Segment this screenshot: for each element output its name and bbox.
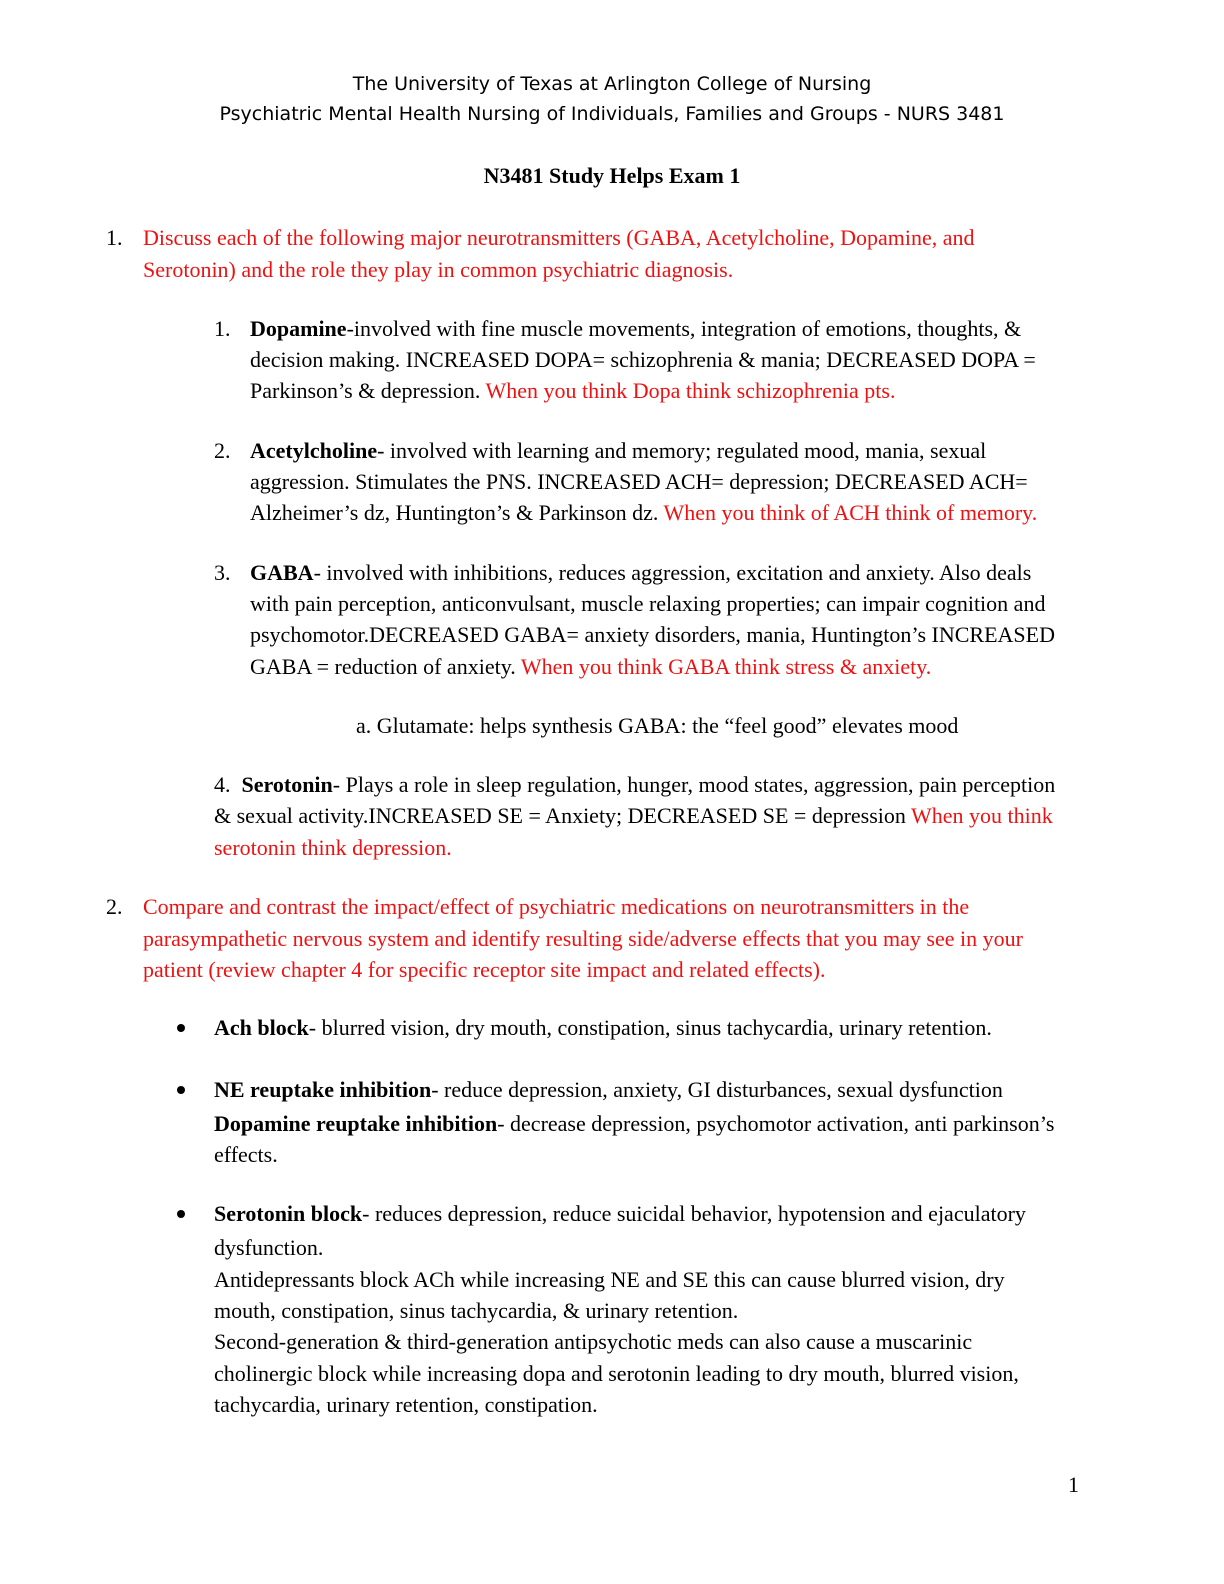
item-number: 4. <box>214 772 231 797</box>
mnemonic-note: When you think GABA think stress & anxiety. <box>520 654 932 679</box>
mnemonic-note: When you think Dopa think schizophrenia pts. <box>485 378 896 403</box>
dopamine-reuptake-line <box>214 1111 1054 1137</box>
serotonin-line2 <box>214 803 1053 829</box>
paragraph-line: cholinergic block while increasing dopa and serotonin leading to dry mouth, blurred vision, <box>214 1361 1019 1386</box>
paragraph-line: mouth, constipation, sinus tachycardia, & urinary retention. <box>214 1298 739 1323</box>
glutamate-subitem: a. Glutamate: helps synthesis GABA: the “feel good” elevates mood <box>356 713 959 738</box>
item-number: 2. <box>214 438 231 463</box>
q2-text-line3: patient (review chapter 4 for specific receptor site impact and related effects). <box>143 957 826 982</box>
gaba-line2: with pain perception, anticonvulsant, muscle relaxing properties; can impair cognition and <box>250 591 1046 616</box>
q1-text-line2: Serotonin) and the role they play in common psychiatric diagnosis. <box>143 257 734 282</box>
page-title: N3481 Study Helps Exam 1 <box>483 163 741 188</box>
term: Ach block <box>214 1015 309 1040</box>
text: - reduce depression, anxiety, GI disturbances, sexual dysfunction <box>431 1077 1003 1102</box>
q1-number: 1. <box>106 225 123 250</box>
text: GABA = reduction of anxiety. <box>250 654 521 679</box>
text: - reduces depression, reduce suicidal behavior, hypotension and ejaculatory <box>362 1201 1026 1226</box>
paragraph-line: tachycardia, urinary retention, constipation. <box>214 1392 598 1417</box>
header-course: Psychiatric Mental Health Nursing of Individuals, Families and Groups - NURS 3481 <box>219 103 1005 125</box>
bullet-icon <box>177 1086 185 1094</box>
text: Alzheimer’s dz, Huntington’s & Parkinson dz. <box>250 500 664 525</box>
term: Dopamine <box>250 316 347 341</box>
text: - Plays a role in sleep regulation, hunger, mood states, aggression, pain perception <box>332 772 1056 797</box>
term: GABA <box>250 560 314 585</box>
ne-reuptake-line <box>214 1077 1003 1103</box>
acetylcholine-line2: aggression. Stimulates the PNS. INCREASED ACH= depression; DECREASED ACH= <box>250 469 1028 494</box>
text: - involved with inhibitions, reduces aggression, excitation and anxiety. Also deals <box>313 560 1032 585</box>
page-number: 1 <box>1068 1472 1079 1497</box>
text: Parkinson’s & depression. <box>250 378 486 403</box>
mnemonic-note: When you think <box>911 803 1053 828</box>
text: - involved with learning and memory; regulated mood, mania, sexual <box>377 438 987 463</box>
serotonin-line1 <box>214 772 1055 798</box>
paragraph-line: Antidepressants block ACh while increasing NE and SE this can cause blurred vision, dry <box>214 1267 1005 1292</box>
term: Dopamine reuptake inhibition <box>214 1111 498 1136</box>
acetylcholine-line1 <box>250 438 986 464</box>
q2-text-line1: Compare and contrast the impact/effect of psychiatric medications on neurotransmitters in the <box>143 894 970 919</box>
mnemonic-note: When you think of ACH think of memory. <box>663 500 1038 525</box>
item-number: 1. <box>214 316 231 341</box>
gaba-line3: psychomotor.DECREASED GABA= anxiety disorders, mania, Huntington’s INCREASED <box>250 622 1055 647</box>
term: Acetylcholine <box>250 438 378 463</box>
serotonin-line3: serotonin think depression. <box>214 835 452 860</box>
text: - decrease depression, psychomotor activation, anti parkinson’s <box>497 1111 1055 1136</box>
q2-text-line2: parasympathetic nervous system and identify resulting side/adverse effects that you may see in your <box>143 926 1023 951</box>
paragraph-line: dysfunction. <box>214 1235 324 1260</box>
header-institution: The University of Texas at Arlington College of Nursing <box>352 73 872 95</box>
dopamine-reuptake-line2: effects. <box>214 1142 278 1167</box>
paragraph-line: Second-generation & third-generation antipsychotic meds can also cause a muscarinic <box>214 1329 973 1354</box>
text: - blurred vision, dry mouth, constipation, sinus tachycardia, urinary retention. <box>308 1015 992 1040</box>
gaba-line4 <box>250 654 931 680</box>
bullet-icon <box>177 1210 185 1218</box>
dopamine-line2: decision making. INCREASED DOPA= schizophrenia & mania; DECREASED DOPA = <box>250 347 1036 372</box>
acetylcholine-line3 <box>250 500 1037 526</box>
dopamine-line1 <box>250 316 1021 342</box>
text: & sexual activity.INCREASED SE = Anxiety; DECREASED SE = depression <box>214 803 912 828</box>
term: Serotonin <box>241 772 333 797</box>
item-number: 3. <box>214 560 231 585</box>
serotonin-block-line <box>214 1201 1026 1227</box>
q2-number: 2. <box>106 894 123 919</box>
term: NE reuptake inhibition <box>214 1077 432 1102</box>
term: Serotonin block <box>214 1201 363 1226</box>
gaba-line1 <box>250 560 1031 586</box>
text: -involved with fine muscle movements, integration of emotions, thoughts, & <box>346 316 1022 341</box>
ach-block-line <box>214 1015 992 1041</box>
dopamine-line3 <box>250 378 895 404</box>
bullet-icon <box>177 1024 185 1032</box>
q1-text-line1: Discuss each of the following major neurotransmitters (GABA, Acetylcholine, Dopamine, and <box>143 225 975 250</box>
